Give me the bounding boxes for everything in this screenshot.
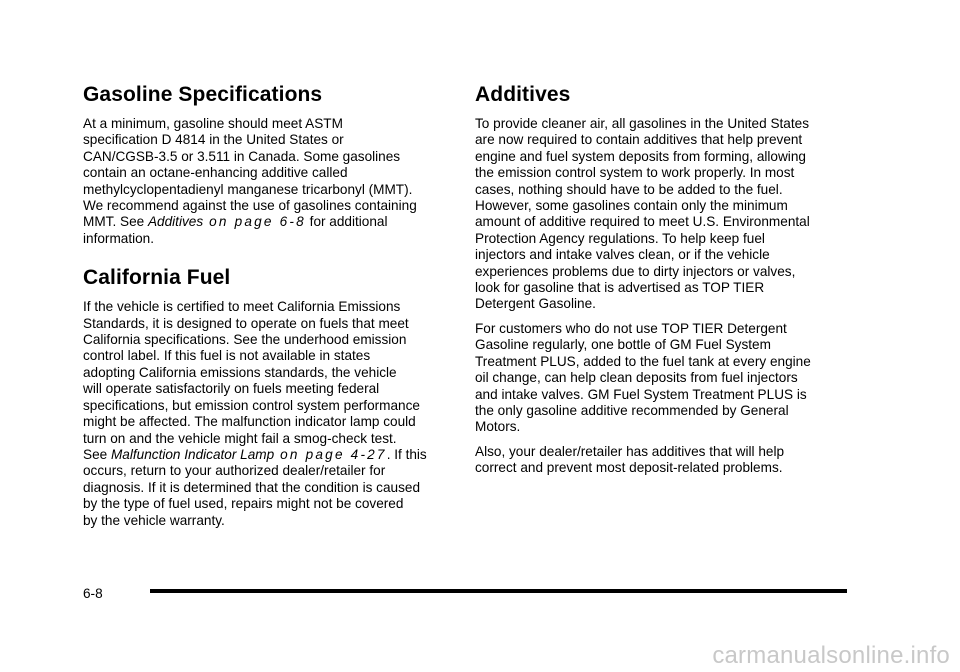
additives-heading: Additives — [475, 83, 571, 106]
gasoline-text-start: At a minimum, gasoline should meet ASTM specification D 4814 in the United States or CAN/CGSB-3.5 or 3.511 in Canada. Some gasolines contain an octane-enhancing additive called methylcyclopentadienyl manganese tricarbonyl (MMT). We recommend against the use of gasolines containing MMT. See — [83, 116, 417, 230]
right-column — [475, 82, 855, 485]
mil-ref-title: Malfunction Indicator Lamp — [110, 446, 275, 462]
footer-rule — [150, 589, 847, 593]
california-fuel-heading: California Fuel — [83, 266, 231, 290]
watermark: carmanualsonline.info — [712, 642, 950, 669]
additives-cross-reference-link[interactable] — [148, 214, 306, 229]
gasoline-specifications-paragraph — [83, 116, 463, 247]
california-text-start: If the vehicle is certified to meet California Emissions Standards, it is designed to operate on fuels that meet California specifications. See the underhood emission control label. If this fuel is not available in states adopting California emissions standards, the vehicle will operate satisfactorily on fuels meeting federal specifications, but emission control system performance might be affected. The malfunction indicator lamp could turn on and the vehicle might fail a smog-check test. See — [83, 299, 420, 462]
gasoline-specifications-heading: Gasoline Specifications — [83, 83, 323, 106]
mil-ref-page: on page 4-27 — [274, 446, 387, 462]
malfunction-indicator-lamp-cross-reference-link[interactable] — [111, 447, 387, 462]
additives-paragraph-2: For customers who do not use TOP TIER Detergent Gasoline regularly, one bottle of GM Fuel System Treatment PLUS, added to the fuel tank at every engine oil change, can help clean deposits from fuel injectors and intake valves. GM Fuel System Treatment PLUS is the only gasoline additive recommended by General Motors. — [475, 320, 811, 435]
left-column — [83, 82, 463, 537]
page-number: 6-8 — [83, 586, 103, 601]
additives-ref-page: on page 6-8 — [203, 214, 306, 230]
california-fuel-paragraph — [83, 299, 463, 529]
additives-paragraph-1: To provide cleaner air, all gasolines in the United States are now required to contain additives that help prevent engine and fuel system deposits from forming, allowing the emission control system to work properly. In most cases, nothing should have to be added to the fuel. However, some gasolines contain only the minimum amount of additive required to meet U.S. Environmental Protection Agency regulations. To help keep fuel injectors and intake valves clean, or if the vehicle experiences problems due to dirty injectors or valves, look for gasoline that is advertised as TOP TIER Detergent Gasoline. — [475, 116, 810, 312]
additives-ref-title: Additives — [147, 214, 204, 230]
california-text-end: . If this occurs, return to your authorized dealer/retailer for diagnosis. If it is determined that the condition is caused by the type of fuel used, repairs might not be covered by the vehicle warranty. — [83, 446, 427, 528]
additives-paragraph-3: Also, your dealer/retailer has additives that will help correct and prevent most deposit-related problems. — [475, 443, 785, 476]
gasoline-text-end: for additional information. — [83, 214, 388, 246]
